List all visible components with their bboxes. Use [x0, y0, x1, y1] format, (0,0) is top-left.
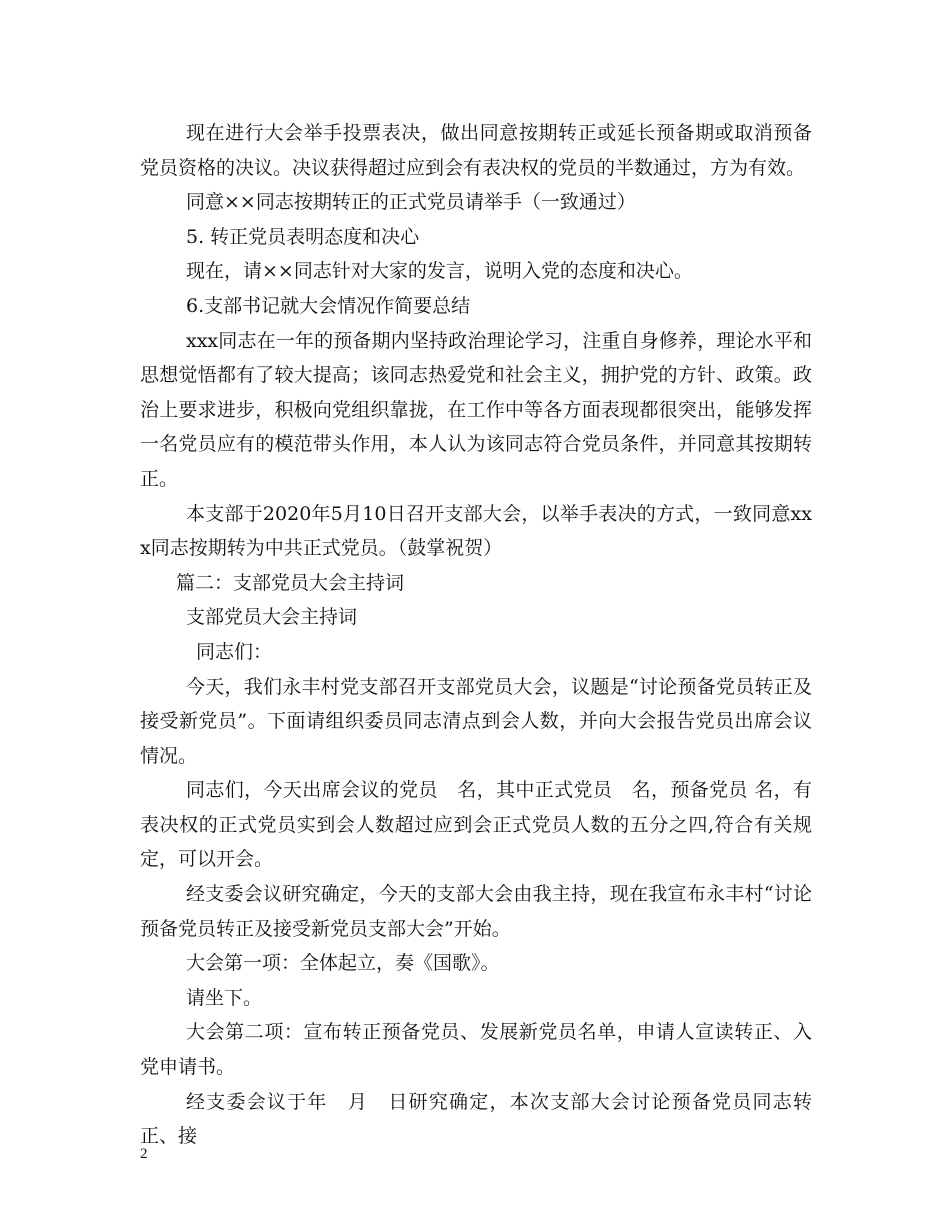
salutation: 同志们： [196, 640, 273, 663]
paragraph-agenda-item-1: 大会第一项：全体起立，奏《国歌》。 [186, 952, 500, 975]
document-body [140, 116, 812, 1154]
paragraph-resolution: 本支部于2020年5月10日召开支部大会，以举手表决的方式，一致同意xxx同志按期转为中共正式党员。（鼓掌祝贺） [140, 502, 812, 560]
paragraph-show-of-hands: 同意××同志按期转正的正式党员请举手（一致通过） [186, 191, 636, 214]
paragraph-agenda-item-2: 大会第二项：宣布转正预备党员、发展新党员名单，申请人宣读转正、入党申请书。 [140, 1021, 812, 1079]
paragraph-opening: 今天，我们永丰村党支部召开支部党员大会，议题是“讨论预备党员转正及接受新党员”。下面请组织委员同志清点到会人数，并向大会报告党员出席会议情况。 [140, 675, 812, 767]
paragraph-summary: xxx同志在一年的预备期内坚持政治理论学习，注重自身修养，理论水平和思想觉悟都有了较大提高；该同志热爱党和社会主义，拥护党的方针、政策。政治上要求进步，积极向党组织靠拢，在工作中等各方面表现都很突出，能够发挥一名党员应有的模范带头作用，本人认为该同志符合党员条件，并同意其按期转正。 [140, 329, 812, 490]
paragraph-statement-request: 现在，请××同志针对大家的发言，说明入党的态度和决心。 [186, 260, 693, 283]
page-number: 2 [140, 1146, 148, 1162]
section-heading-part-two: 篇二：支部党员大会主持词 [176, 571, 405, 594]
document-subtitle: 支部党员大会主持词 [186, 606, 358, 629]
heading-item-6: 6.支部书记就大会情况作简要总结 [186, 294, 471, 317]
paragraph-committee-decision: 经支委会议于年 月 日研究确定，本次支部大会讨论预备党员同志转正、接 [140, 1090, 812, 1148]
paragraph-sit-down: 请坐下。 [186, 986, 263, 1009]
paragraph-vote-procedure: 现在进行大会举手投票表决，做出同意按期转正或延长预备期或取消预备党员资格的决议。决议获得超过应到会有表决权的党员的半数通过，方为有效。 [140, 122, 812, 179]
paragraph-attendance: 同志们，今天出席会议的党员 名，其中正式党员 名，预备党员 名，有表决权的正式党员实到会人数超过应到会正式党员人数的五分之四,符合有关规定，可以开会。 [140, 779, 812, 871]
paragraph-announcement: 经支委会议研究确定，今天的支部大会由我主持，现在我宣布永丰村“讨论预备党员转正及接受新党员支部大会”开始。 [140, 883, 812, 940]
heading-item-5: 5. 转正党员表明态度和决心 [186, 225, 420, 248]
